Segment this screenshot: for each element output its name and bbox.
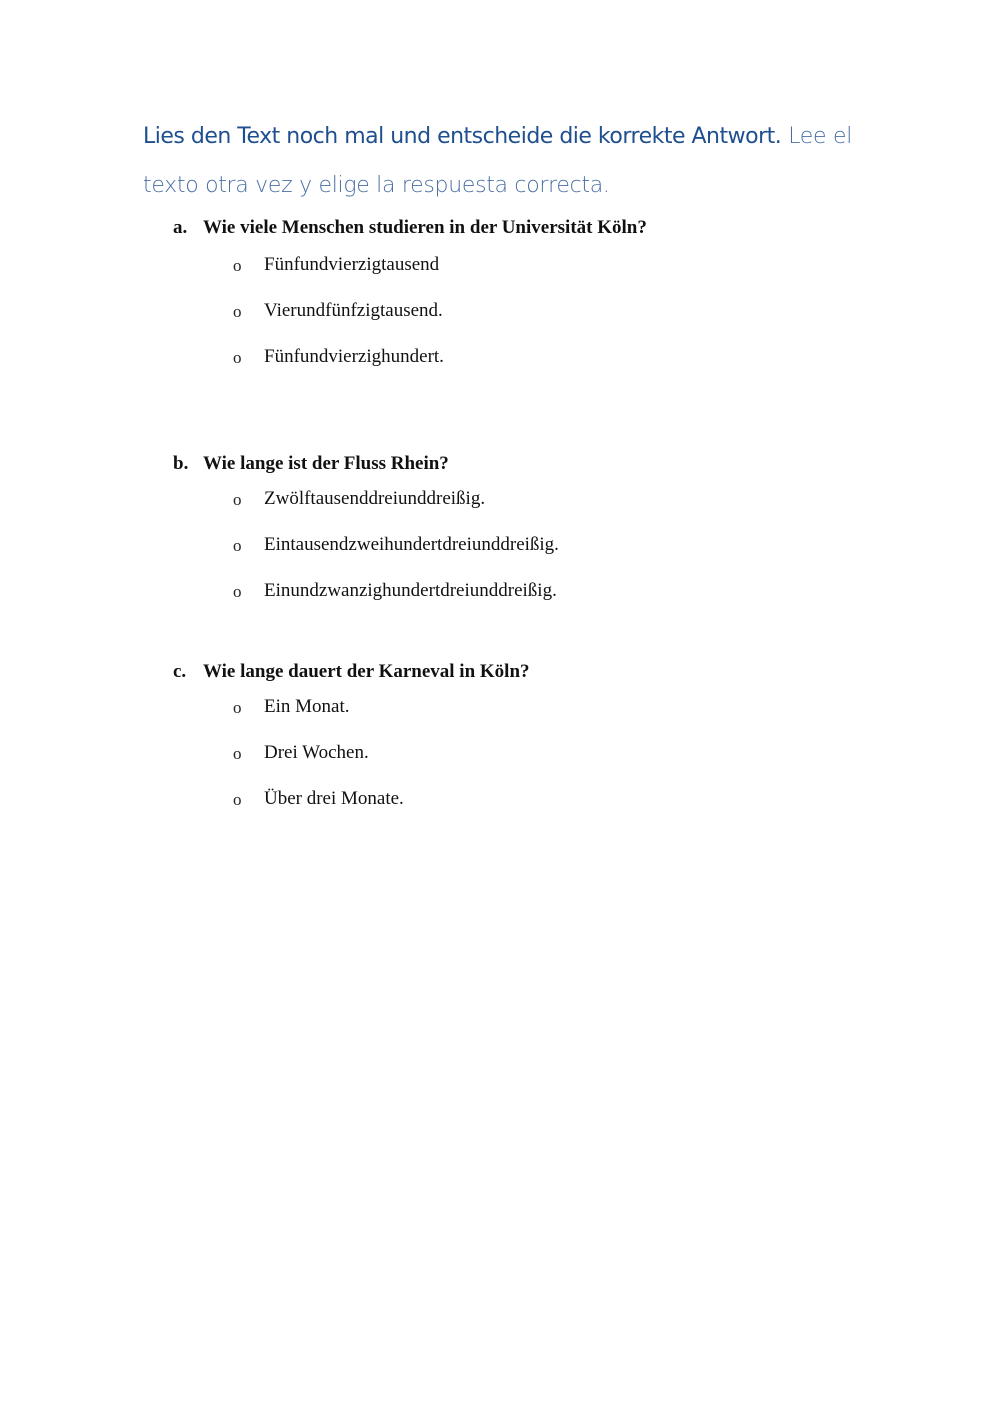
circle-bullet-icon: o: [233, 744, 242, 763]
circle-bullet-icon: o: [233, 348, 242, 367]
question-b: [173, 452, 559, 625]
circle-bullet-icon: o: [233, 256, 242, 275]
instruction-text: [143, 112, 873, 210]
instruction-german: Lies den Text noch mal und entscheide die korrekte Antwort.: [143, 124, 782, 149]
circle-bullet-icon: o: [233, 490, 242, 509]
question-a: [173, 216, 647, 391]
question-text: Wie lange dauert der Karneval in Köln?: [203, 661, 530, 682]
answer-option-label: Fünfundvierzighundert.: [264, 346, 444, 367]
option-list: [173, 253, 647, 391]
circle-bullet-icon: o: [233, 302, 242, 321]
answer-option-label: Ein Monat.: [264, 696, 350, 717]
answer-option-label: Fünfundvierzigtausend: [264, 254, 440, 275]
option-list: [173, 695, 530, 833]
answer-option[interactable]: [173, 253, 647, 299]
answer-option[interactable]: [173, 345, 647, 391]
circle-bullet-icon: o: [233, 790, 242, 809]
answer-option[interactable]: [173, 787, 530, 833]
question-c: [173, 660, 530, 833]
answer-option-label: Eintausendzweihundertdreiunddreißig.: [264, 534, 559, 555]
question-letter: b.: [173, 453, 189, 474]
question-heading: [173, 452, 559, 476]
question-heading: [173, 216, 647, 240]
circle-bullet-icon: o: [233, 582, 242, 601]
question-letter: c.: [173, 661, 187, 682]
answer-option-label: Zwölftausenddreiunddreißig.: [264, 488, 486, 509]
answer-option[interactable]: [173, 299, 647, 345]
answer-option-label: Über drei Monate.: [264, 788, 404, 809]
question-text: Wie viele Menschen studieren in der Universität Köln?: [203, 217, 647, 238]
circle-bullet-icon: o: [233, 698, 242, 717]
option-list: [173, 487, 559, 625]
answer-option[interactable]: [173, 579, 559, 625]
circle-bullet-icon: o: [233, 536, 242, 555]
question-text: Wie lange ist der Fluss Rhein?: [203, 453, 449, 474]
question-letter: a.: [173, 217, 188, 238]
answer-option[interactable]: [173, 695, 530, 741]
answer-option[interactable]: [173, 741, 530, 787]
question-heading: [173, 660, 530, 684]
answer-option-label: Vierundfünfzigtausend.: [264, 300, 443, 321]
answer-option[interactable]: [173, 533, 559, 579]
instruction-spanish: Lee el texto otra vez y elige la respuesta correcta.: [143, 124, 853, 198]
answer-option[interactable]: [173, 487, 559, 533]
answer-option-label: Einundzwanzighundertdreiunddreißig.: [264, 580, 557, 601]
answer-option-label: Drei Wochen.: [264, 742, 369, 763]
